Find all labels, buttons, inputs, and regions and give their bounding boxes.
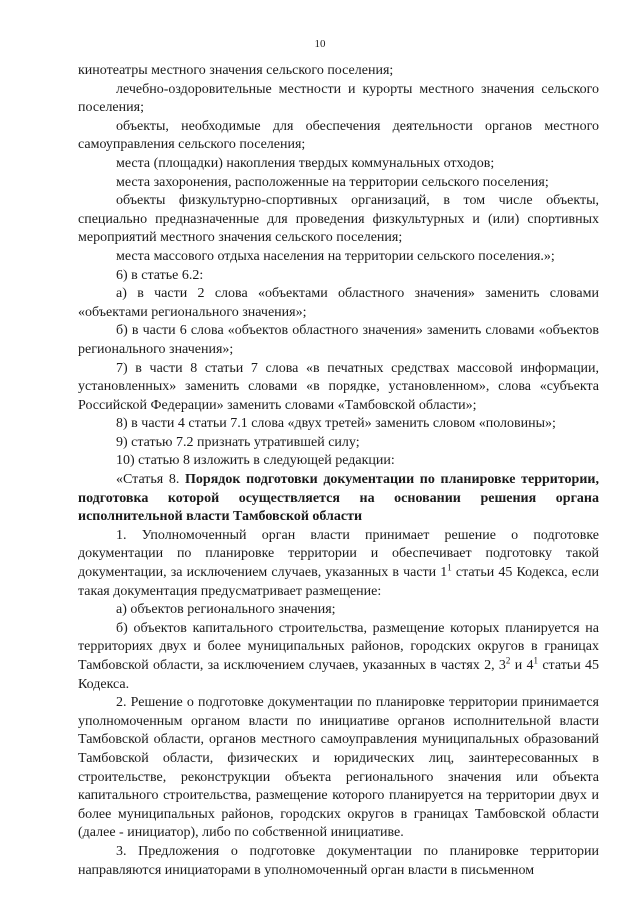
paragraph: 10) статью 8 изложить в следующей редакции: [116, 453, 395, 469]
paragraph: 2. Решение о подготовке документации по планировке территории принимается уполномоченным органом власти по инициативе органов исполнительной власти Тамбовской области, органов местного самоуправления муниципальных образований Тамбовской области, физических и юридических лиц, заинтересованных в строительстве, реконструкции объекта регионального значения или объекта капитального строительства, размещение которого планируется на территории двух и более муниципальных районов, городских округов в границах Тамбовской области (далее - инициатор), либо по собственной инициативе. [78, 695, 599, 841]
paragraph: лечебно-оздоровительные местности и курорты местного значения сельского поселения; [78, 81, 599, 116]
document-body [78, 62, 599, 880]
paragraph: места массового отдыха населения на территории сельского поселения.»; [116, 248, 555, 264]
paragraph: места (площадки) накопления твердых коммунальных отходов; [116, 155, 495, 171]
paragraph: б) в части 6 слова «объектов областного значения» заменить словами «объектов регионального значения»; [78, 323, 599, 357]
paragraph: кинотеатры местного значения сельского поселения; [78, 63, 394, 78]
paragraph: а) объектов регионального значения; [116, 602, 336, 618]
page-number: 10 [314, 38, 326, 50]
paragraph: 8) в части 4 статьи 7.1 слова «двух третей» заменить словом «половины»; [116, 416, 556, 432]
article-number: «Статья 8. [116, 472, 186, 488]
paragraph: объекты физкультурно-спортивных организаций, в том числе объекты, специально предназначенные для проведения физкультурных и (или) спортивных мероприятий местного значения сельского поселения; [78, 193, 599, 246]
article-heading [78, 471, 599, 527]
paragraph: объекты, необходимые для обеспечения деятельности органов местного самоуправления сельского поселения; [78, 118, 599, 153]
paragraph: 1. Уполномоченный орган власти принимает решение о подготовке документации по планировке территории и обеспечивает подготовку такой документации, за исключением случаев, указанных в части $1^1$ статьи 45 Кодекса, если такая документация предусматривает размещение: [78, 527, 599, 599]
paragraph: 7) в части 8 статьи 7 слова «в печатных средствах массовой информации, установленных» заменить словами «в порядке, установленном», слова «субъекта Российской Федерации» заменить словами «Тамбовской области»; [78, 360, 599, 413]
paragraph: а) в части 2 слова «объектами областного значения» заменить словами «объектами регионального значения»; [78, 286, 599, 320]
article-title: Порядок подготовки документации по планировке территории, подготовка которой осуществляется на основании решения органа исполнительной власти Тамбовской области [78, 472, 599, 525]
paragraph: 3. Предложения о подготовке документации по планировке территории направляются инициаторами в уполномоченный орган власти в письменном [78, 843, 599, 878]
paragraph: 6) в статье 6.2: [116, 267, 204, 283]
paragraph: 9) статью 7.2 признать утратившей силу; [116, 434, 360, 450]
paragraph: места захоронения, расположенные на территории сельского поселения; [116, 174, 549, 190]
paragraph: б) объектов капитального строительства, размещение которых планируется на территориях двух и более муниципальных районов, городских округов в границах Тамбовской области, за исключением случаев, указанных в частях 2, $3^2$ и $4^1$ статьи 45 Кодекса. [78, 620, 599, 692]
